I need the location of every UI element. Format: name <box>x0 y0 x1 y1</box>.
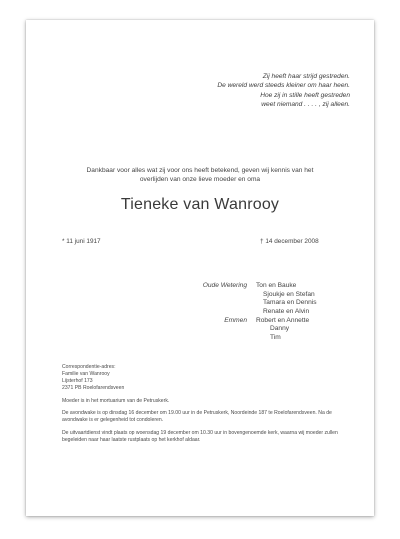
death-date: † 14 december 2008 <box>260 238 319 245</box>
family-list <box>26 282 374 343</box>
family-member: Robert en Annette <box>256 316 310 324</box>
family-member: Sjoukje en Stefan <box>263 290 315 298</box>
address-label: Correspondentie-adres: <box>62 364 116 370</box>
family-member: Tamara en Dennis <box>263 299 317 307</box>
family-row <box>26 291 374 300</box>
family-row <box>26 325 374 334</box>
poem-line: De wereld werd steeds kleiner om haar heen. <box>217 82 350 90</box>
intro-text <box>26 166 374 185</box>
funeral-note: De uitvaartdienst vindt plaats op woensdag 19 december om 10.30 uur in bovengenoemde kerk, waarna wij moeder zullen begeleiden naar haar laatste rustplaats op het kerkhof aldaar. <box>62 429 338 443</box>
intro-line: overlijden van onze lieve moeder en oma <box>139 176 261 184</box>
death-notice-card <box>26 20 374 516</box>
poem-line: weet niemand . . . . , zij alleen. <box>261 100 350 108</box>
birth-date: * 11 juni 1917 <box>62 238 101 245</box>
address-line: Familie van Wanrooy <box>62 371 110 377</box>
family-member: Danny <box>270 325 290 333</box>
poem <box>130 72 350 109</box>
family-row <box>26 317 374 326</box>
mortuary-note: Moeder is in het mortuarium van de Petruskerk. <box>62 397 170 404</box>
family-member: Ton en Bauke <box>256 282 297 289</box>
deceased-name: Tieneke van Wanrooy <box>120 196 280 213</box>
family-member: Tim <box>270 334 281 342</box>
family-place: Oude Wetering <box>202 282 247 289</box>
correspondence-address <box>62 364 352 392</box>
family-row <box>26 334 374 343</box>
family-member: Renate en Alvin <box>263 308 310 316</box>
family-place: Emmen <box>224 316 247 324</box>
family-row <box>26 299 374 308</box>
footer-info <box>62 364 352 449</box>
address-line: 2371 PB Roelofarendsveen <box>62 385 125 391</box>
family-row <box>26 308 374 317</box>
poem-line: Zij heeft haar strijd gestreden. <box>262 73 350 80</box>
wake-note: De avondwake is op dinsdag 16 december om 19.00 uur in de Petruskerk, Noordeinde 187 te Roelofarendsveen. Na de avondwake is er gelegenheid tot condoleren. <box>62 410 332 423</box>
intro-line: Dankbaar voor alles wat zij voor ons heeft betekend, geven wij kennis van het <box>86 167 314 174</box>
address-line: Lijsterhof 173 <box>62 378 93 384</box>
poem-line: Hoe zij in stille heeft gestreden <box>260 91 350 99</box>
family-row <box>26 282 374 291</box>
